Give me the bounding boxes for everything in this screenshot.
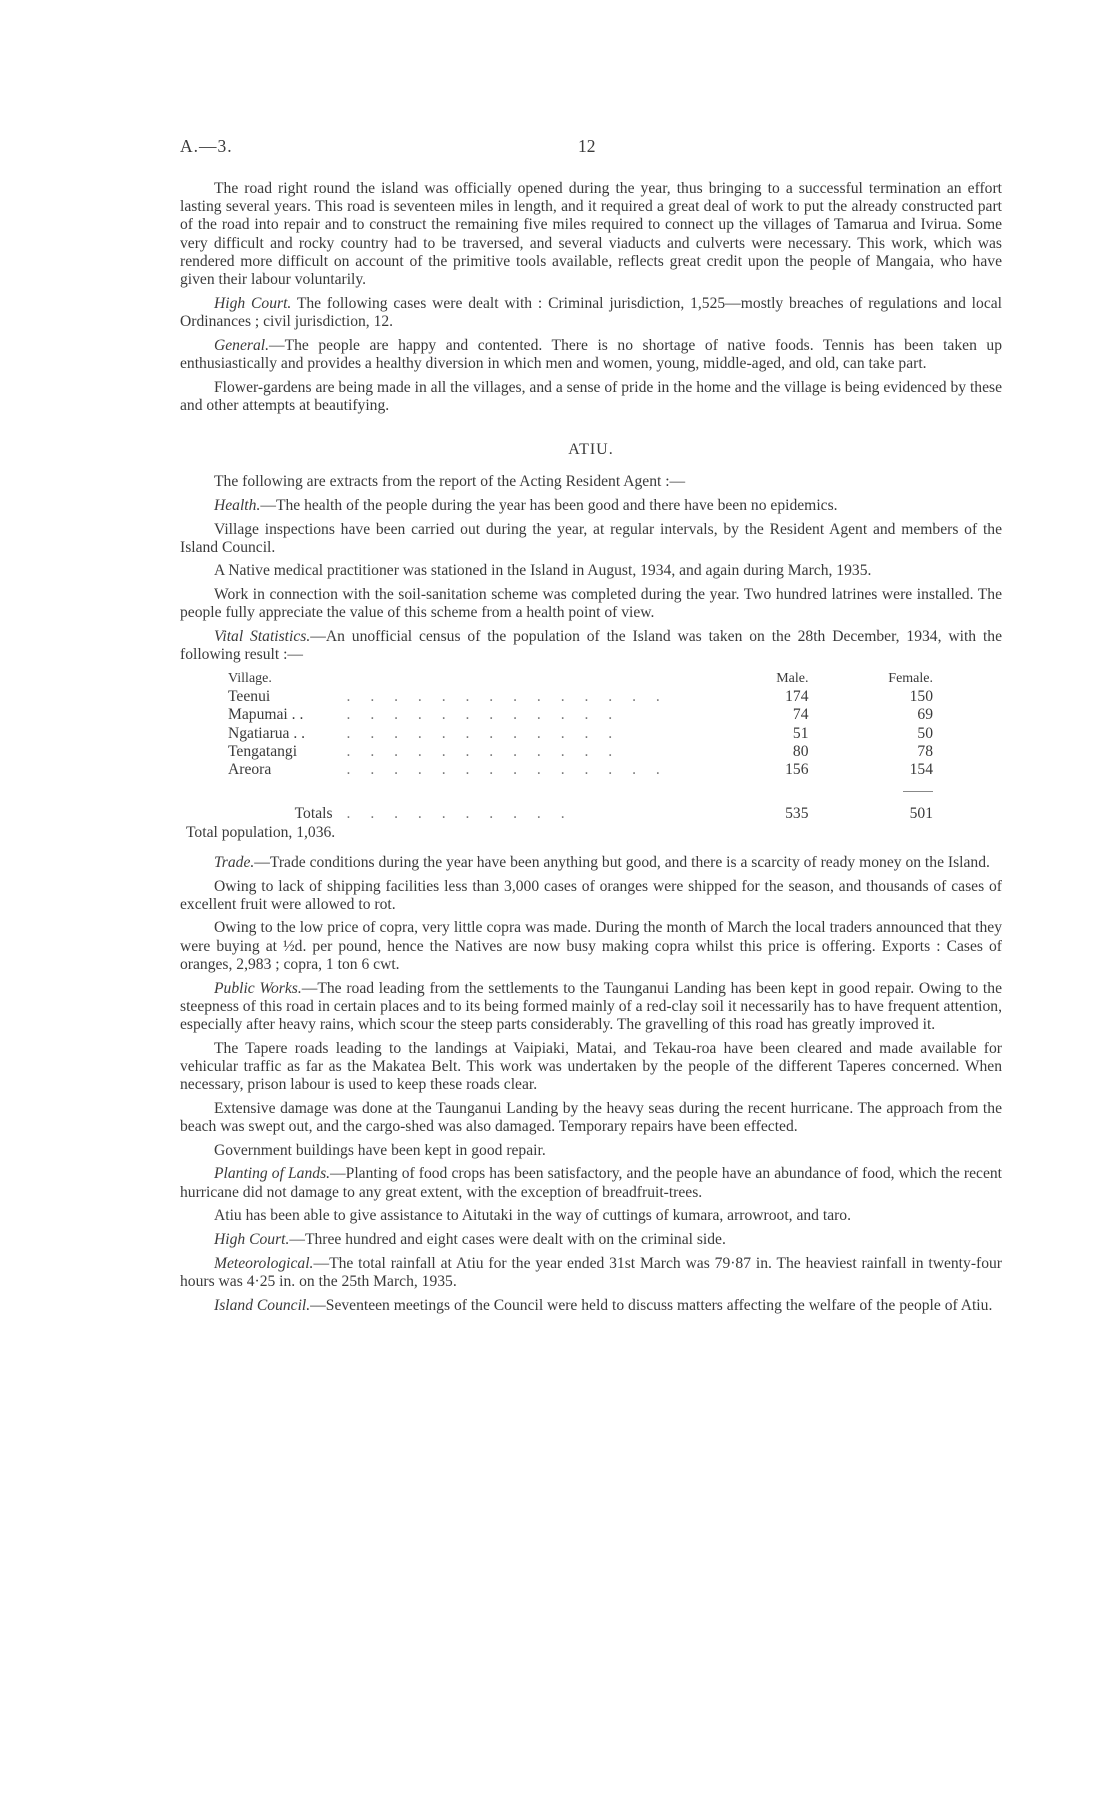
table-row xyxy=(228,743,961,761)
paragraph: The Tapere roads leading to the landings at Vaipiaki, Matai, and Tekau-roa have been cleared and made available for vehicular traffic as far as the Makatea Belt. This work was undertaken by the people of the different Taperes concerned. When necessary, prison labour is used to keep these roads clear. xyxy=(180,1039,1002,1094)
page-number: 12 xyxy=(578,136,596,156)
paragraph: A Native medical practitioner was stationed in the Island in August, 1934, and again during March, 1935. xyxy=(214,562,872,580)
paragraph: Trade.—Trade conditions during the year have been anything but good, and there is a scarcity of ready money on the Island. xyxy=(214,853,990,871)
paragraph: Owing to the low price of copra, very little copra was made. During the month of March the local traders announced that they were buying at ½d. per pound, hence the Natives are now busy making copra whilst this price is offering. Exports : Cases of oranges, 2,983 ; copra, 1 ton 6 cwt. xyxy=(180,919,1002,973)
female-count: 50 xyxy=(917,724,933,742)
female-count: 154 xyxy=(909,760,933,778)
paragraph: Extensive damage was done at the Taunganui Landing by the heavy seas during the recent hurricane. The approach from the beach was swept out, and the cargo-shed was also damaged. Temporary repairs have been effected. xyxy=(180,1099,1002,1135)
paragraph: General.—The people are happy and contented. There is no shortage of native foods. Tennis has been taken up enthusiastically and provides a healthy diversion in which men and women, young, middle-aged, and old, can take part. xyxy=(180,336,1002,372)
leader-dots: . . . . . . . . . . . . xyxy=(346,724,621,742)
totals-rule xyxy=(228,779,961,797)
village-name: Tengatangi xyxy=(228,742,298,760)
column-header-male: Male. xyxy=(776,670,809,686)
paragraph: Public Works.—The road leading from the settlements to the Taunganui Landing has been kept in good repair. Owing to the steepness of this road in certain places and to its being formed mainly of a red-clay soil it necessarily has to have frequent attention, especially after heavy rains, which scour the steep parts considerably. The gravelling of this road has greatly improved it. xyxy=(180,979,1002,1033)
rule-line xyxy=(903,791,933,792)
male-count: 51 xyxy=(792,724,809,742)
paragraph: Island Council.—Seventeen meetings of the Council were held to discuss matters affecting the welfare of the people of Atiu. xyxy=(214,1296,993,1314)
paper-code: A.—3. xyxy=(180,136,233,156)
section-title-atiu: ATIU. xyxy=(568,440,614,458)
paragraph: Owing to lack of shipping facilities less than 3,000 cases of oranges were shipped for the season, and thousands of cases of excellent fruit were allowed to rot. xyxy=(180,877,1002,913)
paragraph: High Court. The following cases were dealt with : Criminal jurisdiction, 1,525—mostly breaches of regulations and local Ordinances ; civil jurisdiction, 12. xyxy=(180,294,1002,330)
female-count: 69 xyxy=(917,706,933,724)
female-count: 78 xyxy=(917,742,933,760)
male-count: 74 xyxy=(792,706,809,724)
paragraph: Government buildings have been kept in good repair. xyxy=(214,1141,546,1159)
census-header-row xyxy=(228,670,961,688)
village-name: Teenui xyxy=(228,688,271,706)
paragraph: Health.—The health of the people during the year has been good and there have been no epidemics. xyxy=(214,496,838,514)
column-header-female: Female. xyxy=(888,670,933,686)
totals-row xyxy=(228,797,961,823)
paragraph: Flower-gardens are being made in all the villages, and a sense of pride in the home and the village is being evidenced by these and other attempts at beautifying. xyxy=(180,378,1002,414)
male-count: 174 xyxy=(785,688,809,706)
paragraph: Planting of Lands.—Planting of food crops has been satisfactory, and the people have an abundance of food, which the recent hurricane did not damage to any great extent, with the exception of breadfruit-trees. xyxy=(180,1165,1003,1201)
total-population: Total population, 1,036. xyxy=(186,823,336,841)
village-name: Areora xyxy=(228,760,272,778)
totals-label: Totals xyxy=(294,805,333,823)
leader-dots: . . . . . . . . . . . . . . xyxy=(346,688,668,706)
village-name: Ngatiarua . . xyxy=(228,724,306,742)
village-name: Mapumai . . xyxy=(228,706,304,724)
paragraph: Vital Statistics.—An unofficial census of the population of the Island was taken on the 28th December, 1934, with the following result :— xyxy=(180,628,1002,664)
leader-dots: . . . . . . . . . . . . xyxy=(346,706,621,724)
paragraph: Atiu has been able to give assistance to Aitutaki in the way of cuttings of kumara, arrowroot, and taro. xyxy=(214,1207,852,1225)
document-body xyxy=(180,180,1002,1320)
leader-dots: . . . . . . . . . . xyxy=(346,805,573,823)
table-row xyxy=(228,706,961,724)
page-header xyxy=(180,136,1002,160)
leader-dots: . . . . . . . . . . . . xyxy=(346,742,621,760)
male-total: 535 xyxy=(785,805,809,823)
leader-dots: . . . . . . . . . . . . . . xyxy=(346,760,668,778)
paragraph: High Court.—Three hundred and eight cases were dealt with on the criminal side. xyxy=(214,1230,726,1248)
male-count: 156 xyxy=(785,760,809,778)
paragraph: Work in connection with the soil-sanitation scheme was completed during the year. Two hundred latrines were installed. The people fully appreciate the value of this scheme from a health point of view. xyxy=(180,586,1002,622)
table-row xyxy=(228,725,961,743)
paragraph: Village inspections have been carried out during the year, at regular intervals, by the Resident Agent and members of the Island Council. xyxy=(180,520,1002,556)
table-row xyxy=(228,761,961,779)
column-header-village: Village. xyxy=(228,670,272,686)
census-table xyxy=(180,670,1002,842)
female-total: 501 xyxy=(909,805,933,823)
table-row xyxy=(228,688,961,706)
paragraph: The road right round the island was officially opened during the year, thus bringing to a successful termination an effort lasting several years. This road is seventeen miles in length, and it required a great deal of work to put the already constructed part of the road into repair and to construct the remaining five miles required to connect up the villages of Tamarua and Ivirua. Some very difficult and rocky country had to be traversed, and several viaducts and culverts were necessary. This work, which was rendered more difficult on account of the primitive tools available, reflects great credit upon the people of Mangaia, who have given their labour voluntarily. xyxy=(180,180,1002,289)
female-count: 150 xyxy=(909,688,933,706)
paragraph: The following are extracts from the report of the Acting Resident Agent :— xyxy=(214,473,686,491)
male-count: 80 xyxy=(792,742,809,760)
paragraph: Meteorological.—The total rainfall at Atiu for the year ended 31st March was 79·87 in. The heaviest rainfall in twenty-four hours was 4·25 in. on the 25th March, 1935. xyxy=(180,1254,1002,1290)
